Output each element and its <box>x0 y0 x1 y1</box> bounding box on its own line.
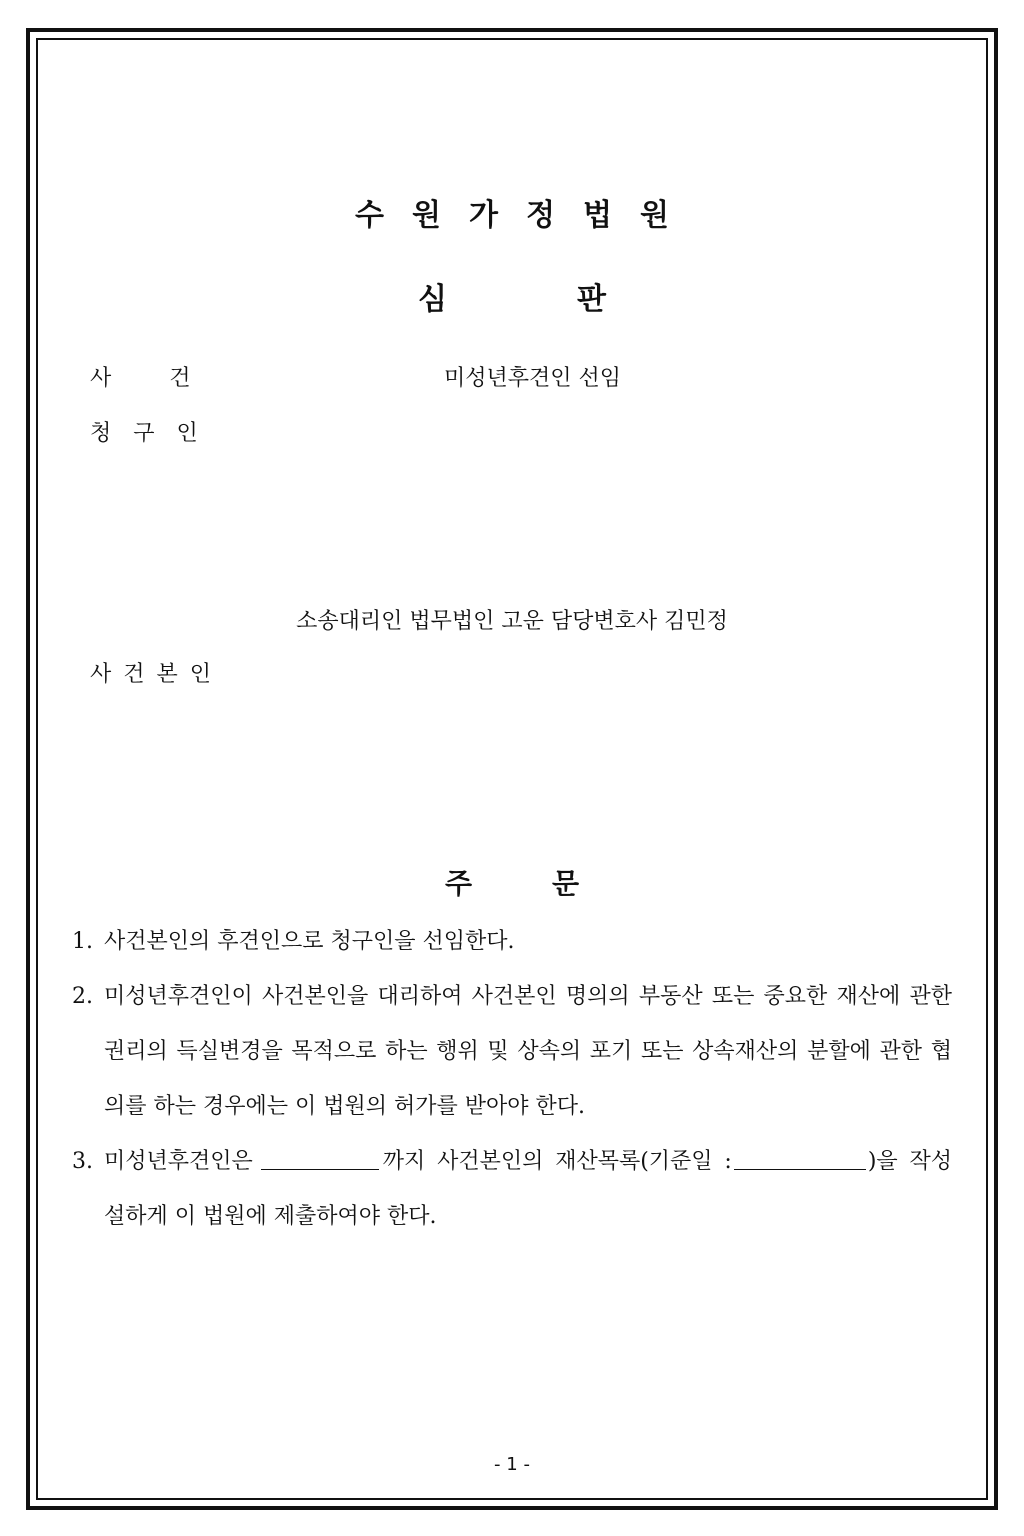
date-blank <box>261 1147 379 1170</box>
item-number: 2. <box>72 984 93 1009</box>
legal-agent-line: 소송대리인 법무법인 고운 담당변호사 김민정 <box>296 609 728 634</box>
item-text <box>104 1134 952 1244</box>
petitioner-label: 청구인 <box>90 421 220 446</box>
reference-date-blank <box>734 1147 866 1170</box>
case-subject-label: 사건본인 <box>90 662 224 687</box>
item-text-middle: 까지 사건본인의 재산목록(기준일 : <box>382 1149 732 1174</box>
item-text: 미성년후견인이 사건본인을 대리하여 사건본인 명의의 부동산 또는 중요한 재산에 관한 권리의 득실변경을 목적으로 하는 행위 및 상속의 포기 또는 상속재산의 분할에 관한 협의를 하는 경우에는 이 법원의 허가를 받아야 한다. <box>104 984 952 1119</box>
case-label: 사건 <box>90 366 249 391</box>
item-number: 3. <box>72 1149 93 1174</box>
item-text: 사건본인의 후견인으로 청구인을 선임한다. <box>104 929 515 954</box>
item-text-end: )을 작성설하게 이 법원에 제출하여야 한다. <box>104 1149 952 1229</box>
case-value: 미성년후견인 선임 <box>444 366 622 391</box>
item-text-start: 미성년후견인은 <box>104 1149 253 1174</box>
document-type-title: 심판 <box>418 282 736 317</box>
document-inner-border <box>36 38 988 1500</box>
court-name: 수원가정법원 <box>355 198 697 233</box>
item-number: 1. <box>72 929 93 954</box>
disposition-title: 주문 <box>444 867 660 900</box>
page-number: - 1 - <box>494 1454 530 1475</box>
